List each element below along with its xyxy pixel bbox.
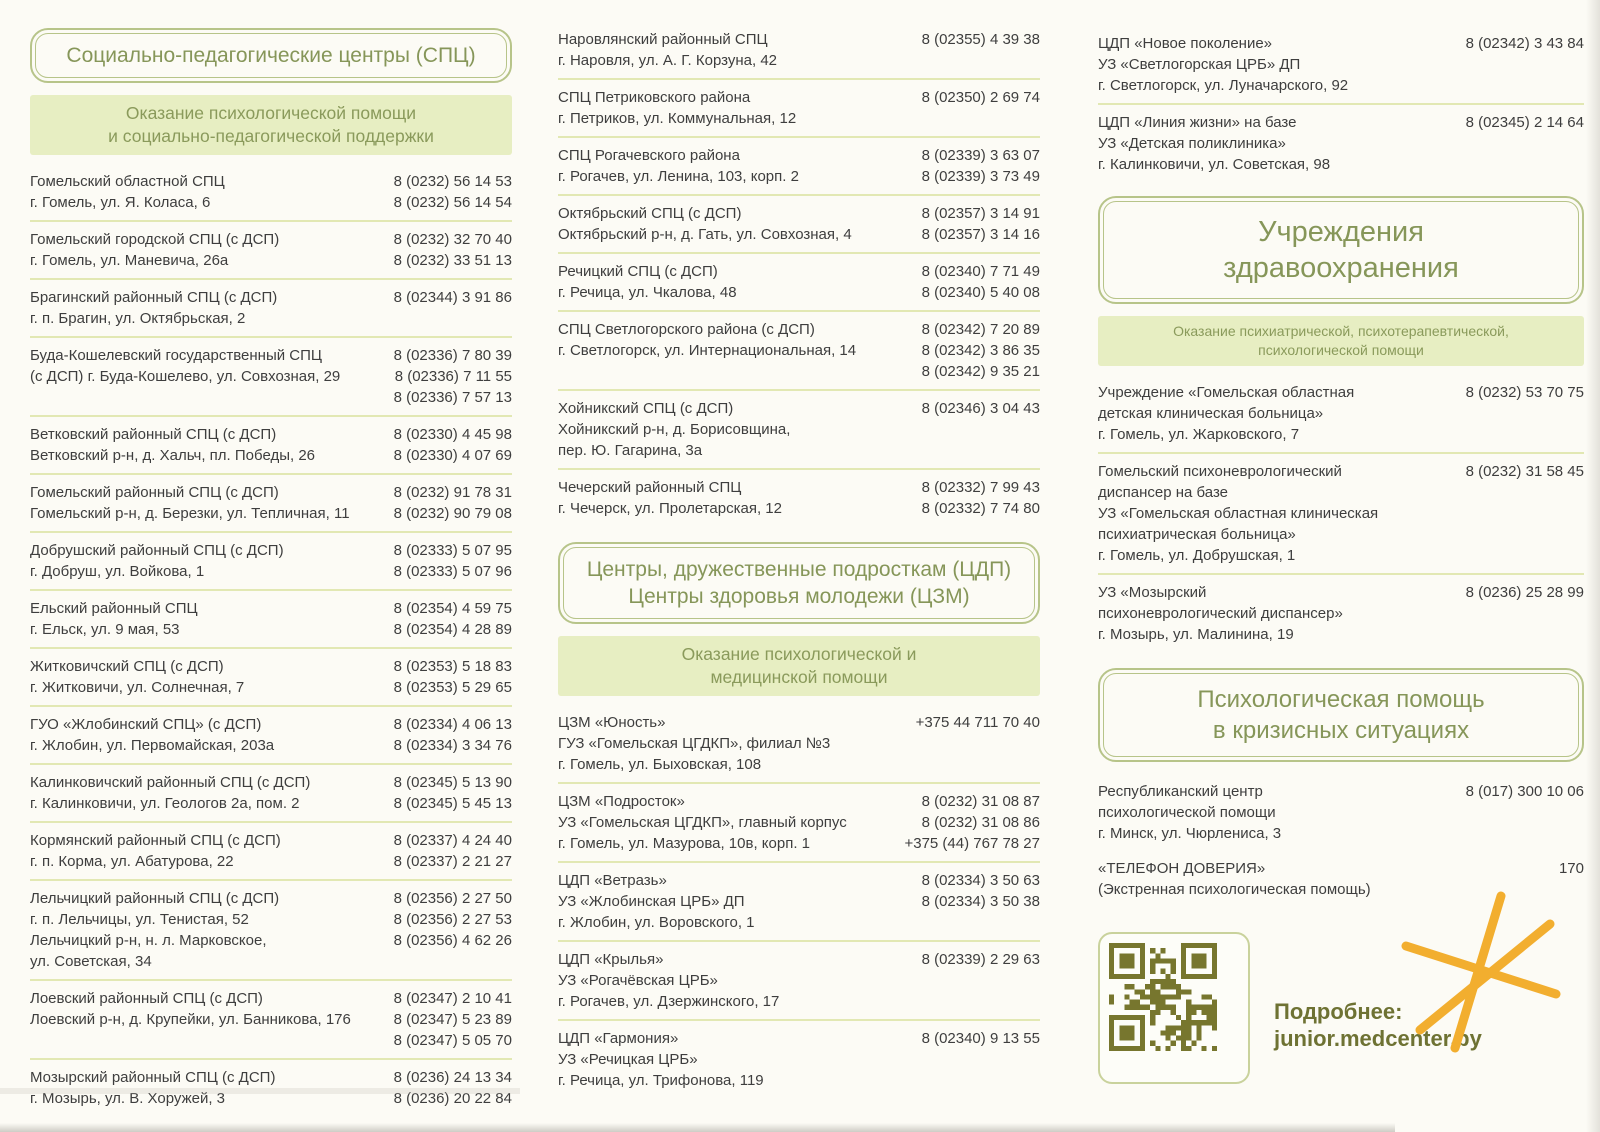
entry-name-line: г. Калинковичи, ул. Советская, 98 (1098, 156, 1331, 173)
entries-section (30, 164, 512, 1116)
entry-phones-block (922, 1028, 1040, 1091)
entry-name-line: Гомельский районный СПЦ (с ДСП) (30, 484, 279, 501)
entry-phones-block (394, 229, 512, 271)
entry-name-line: г. Гомель, ул. Быховская, 108 (558, 756, 762, 773)
scan-shadow-bottom (0, 1123, 1395, 1132)
phone-number: 8 (02354) 4 28 89 (393, 621, 512, 638)
phone-number: 8 (02339) 3 73 49 (921, 168, 1040, 185)
phone-number: 8 (02340) 7 71 49 (921, 263, 1040, 280)
entry-name-block (30, 656, 244, 698)
entry-phones-block (922, 29, 1040, 71)
entry-name-block (30, 888, 279, 972)
entry-name-line: г. Гомель, ул. Добрушская, 1 (1098, 547, 1296, 564)
directory-entry (1098, 454, 1584, 575)
phone-number: 8 (02355) 4 39 38 (921, 31, 1040, 48)
entry-name-line: Хойникский р-н, д. Борисовщина, (558, 421, 791, 438)
entry-name-line: пер. Ю. Гагарина, 3а (558, 442, 703, 459)
phone-number: 8 (0232) 53 70 75 (1465, 384, 1584, 401)
entry-phones-block (394, 830, 512, 872)
phone-number: 8 (02339) 3 63 07 (921, 147, 1040, 164)
section-title-line: Социально-педагогические центры (СПЦ) (66, 44, 476, 67)
section-title-inner (35, 33, 507, 78)
entry-name-block (558, 712, 830, 775)
phone-number: 8 (02330) 4 07 69 (393, 447, 512, 464)
phone-number: 8 (02342) 3 43 84 (1465, 35, 1584, 52)
directory-entry (558, 391, 1040, 470)
entry-name-block (558, 145, 799, 187)
entry-phones-block (1466, 33, 1584, 96)
entry-phones-block (904, 791, 1040, 854)
entries-section (1098, 375, 1584, 652)
section-title-inner (563, 547, 1035, 619)
entry-name-block (30, 287, 277, 329)
phone-number: 8 (02334) 3 50 38 (921, 893, 1040, 910)
entry-name-line: Октябрьский р-н, д. Гать, ул. Совхозная, 4 (558, 226, 852, 243)
entry-name-line: ЦДП «Гармония» (558, 1030, 679, 1047)
phone-number: 8 (02337) 4 24 40 (393, 832, 512, 849)
entry-phones-block (922, 319, 1040, 382)
section-title-box (30, 28, 512, 83)
entry-name-block (558, 319, 856, 382)
entry-name-block (1098, 582, 1343, 645)
entry-name-line: Хойникский СПЦ (с ДСП) (558, 400, 734, 417)
phone-number: 8 (02356) 4 62 26 (393, 932, 512, 949)
phone-number: 8 (02357) 3 14 16 (921, 226, 1040, 243)
directory-entry (558, 784, 1040, 863)
phone-number: 8 (02330) 4 45 98 (393, 426, 512, 443)
phone-number: 8 (0236) 25 28 99 (1465, 584, 1584, 601)
subtitle-band (558, 636, 1040, 696)
entry-name-line: СПЦ Светлогорского района (с ДСП) (558, 321, 815, 338)
phone-number: 8 (02333) 5 07 95 (393, 542, 512, 559)
directory-entry (1098, 774, 1584, 851)
entry-name-line: Наровлянский районный СПЦ (558, 31, 768, 48)
directory-entry (558, 312, 1040, 391)
phone-number: 8 (0232) 31 08 87 (921, 793, 1040, 810)
entry-name-line: ЦДП «Новое поколение» (1098, 35, 1273, 52)
entry-phones-block (922, 145, 1040, 187)
entry-name-line: г. Наровля, ул. А. Г. Корзуна, 42 (558, 52, 778, 69)
entry-name-line: Калинковичский районный СПЦ (с ДСП) (30, 774, 311, 791)
entry-name-block (30, 482, 350, 524)
entry-name-block (1098, 858, 1371, 900)
phone-number: +375 (44) 767 78 27 (904, 835, 1040, 852)
phone-number: 8 (02336) 7 57 13 (393, 389, 512, 406)
entries-section (1098, 26, 1584, 182)
phone-number: 8 (02334) 4 06 13 (393, 716, 512, 733)
entry-name-block (1098, 112, 1330, 175)
directory-entry (558, 942, 1040, 1021)
entry-name-line: г. Жлобин, ул. Воровского, 1 (558, 914, 755, 931)
entry-name-line: ЦДП «Ветразь» (558, 872, 667, 889)
entry-name-line: Гомельский городской СПЦ (с ДСП) (30, 231, 280, 248)
entry-phones-block (394, 482, 512, 524)
entry-name-block (558, 477, 782, 519)
phone-number: 8 (02332) 7 99 43 (921, 479, 1040, 496)
phone-number: 8 (02347) 2 10 41 (393, 990, 512, 1007)
subtitle-line: медицинской помощи (710, 667, 888, 687)
entry-name-block (30, 714, 274, 756)
section-title-line: Центры здоровья молодежи (ЦЗМ) (628, 585, 970, 608)
entry-name-line: г. Гомель, ул. Я. Коласа, 6 (30, 194, 211, 211)
entry-name-line: г. Жлобин, ул. Первомайская, 203а (30, 737, 275, 754)
entry-name-block (30, 229, 279, 271)
section-title-line: здравоохранения (1223, 252, 1459, 284)
phone-number: 8 (02345) 5 45 13 (393, 795, 512, 812)
entry-name-line: (с ДСП) г. Буда-Кошелево, ул. Совхозная, 29 (30, 368, 341, 385)
phone-number: 8 (0232) 32 70 40 (393, 231, 512, 248)
entry-name-line: Октябрьский СПЦ (с ДСП) (558, 205, 742, 222)
phone-number: 8 (0232) 33 51 13 (393, 252, 512, 269)
entry-phones-block (394, 656, 512, 698)
section-title-inner (1103, 201, 1579, 299)
entry-name-block (558, 1028, 764, 1091)
scan-smudge (0, 1088, 520, 1094)
entry-name-line: Ветковский районный СПЦ (с ДСП) (30, 426, 277, 443)
entry-name-line: ЦДП «Линия жизни» на базе (1098, 114, 1297, 131)
phone-number: 8 (02342) 9 35 21 (921, 363, 1040, 380)
section-title-inner (1103, 673, 1579, 757)
phone-number: 8 (02334) 3 50 63 (921, 872, 1040, 889)
entry-name-line: УЗ «Мозырский (1098, 584, 1207, 601)
directory-entry (30, 222, 512, 280)
entry-name-line: г. Гомель, ул. Жарковского, 7 (1098, 426, 1300, 443)
phone-number: 8 (02342) 3 86 35 (921, 342, 1040, 359)
entry-name-line: Брагинский районный СПЦ (с ДСП) (30, 289, 278, 306)
phone-number: 8 (02353) 5 18 83 (393, 658, 512, 675)
entry-name-block (30, 830, 281, 872)
entry-name-block (30, 424, 315, 466)
entry-name-line: г. Добруш, ул. Войкова, 1 (30, 563, 205, 580)
entry-name-block (30, 598, 198, 640)
entry-name-line: г. Гомель, ул. Маневича, 26а (30, 252, 229, 269)
entry-name-block (1098, 382, 1354, 445)
entry-name-line: психиатрическая больница» (1098, 526, 1296, 543)
subtitle-line: и социально-педагогической поддержки (108, 126, 434, 146)
entry-name-line: Житковичский СПЦ (с ДСП) (30, 658, 224, 675)
directory-entry (30, 591, 512, 649)
entry-name-line: ЦЗМ «Подросток» (558, 793, 685, 810)
directory-entry (30, 707, 512, 765)
directory-entry (30, 881, 512, 981)
phone-number: 8 (02344) 3 91 86 (393, 289, 512, 306)
entry-name-line: Чечерский районный СПЦ (558, 479, 742, 496)
directory-entry (1098, 105, 1584, 182)
entry-name-line: г. Калинковичи, ул. Геологов 2а, пом. 2 (30, 795, 300, 812)
entry-name-line: ГУО «Жлобинский СПЦ» (с ДСП) (30, 716, 262, 733)
entry-phones-block (394, 424, 512, 466)
entry-name-block (1098, 33, 1348, 96)
directory-entry (558, 254, 1040, 312)
phone-number: 8 (0236) 24 13 34 (393, 1069, 512, 1086)
entry-name-line: Буда-Кошелевский государственный СПЦ (30, 347, 322, 364)
directory-entry (30, 765, 512, 823)
entry-name-line: УЗ «Речицкая ЦРБ» (558, 1051, 698, 1068)
phone-number: 8 (02340) 9 13 55 (921, 1030, 1040, 1047)
directory-entry (558, 138, 1040, 196)
phone-number: 8 (02337) 2 21 27 (393, 853, 512, 870)
subtitle-band (1098, 316, 1584, 366)
phone-number: 8 (02345) 2 14 64 (1465, 114, 1584, 131)
directory-entry (558, 863, 1040, 942)
section-title-line: Центры, дружественные подросткам (ЦДП) (586, 558, 1012, 581)
entry-name-line: Добрушский районный СПЦ (с ДСП) (30, 542, 284, 559)
entry-name-line: Речицкий СПЦ (с ДСП) (558, 263, 718, 280)
entry-name-line: Ельский районный СПЦ (30, 600, 198, 617)
entry-name-line: Республиканский центр (1098, 783, 1263, 800)
entry-name-line: Лельчицкий р-н, н. л. Марковское, (30, 932, 267, 949)
entry-name-line: г. п. Корма, ул. Абатурова, 22 (30, 853, 234, 870)
entry-name-block (30, 772, 310, 814)
entry-name-line: УЗ «Рогачёвская ЦРБ» (558, 972, 718, 989)
directory-entry (30, 164, 512, 222)
entry-name-line: диспансер на базе (1098, 484, 1228, 501)
entry-name-line: Мозырский районный СПЦ (с ДСП) (30, 1069, 276, 1086)
entry-name-block (1098, 461, 1378, 566)
directory-entry (30, 533, 512, 591)
entry-name-line: УЗ «Светлогорская ЦРБ» ДП (1098, 56, 1301, 73)
entry-name-line: г. п. Лельчицы, ул. Тенистая, 52 (30, 911, 249, 928)
phone-number: 8 (02332) 7 74 80 (921, 500, 1040, 517)
section-title-line: Учреждения (1258, 216, 1424, 248)
phone-number: 8 (02356) 2 27 53 (393, 911, 512, 928)
phone-number: 8 (0232) 31 58 45 (1465, 463, 1584, 480)
entry-phones-block (394, 345, 512, 408)
entry-name-line: г. Светлогорск, ул. Луначарского, 92 (1098, 77, 1349, 94)
phone-number: 8 (02346) 3 04 43 (921, 400, 1040, 417)
entry-phones-block (922, 203, 1040, 245)
entry-phones-block (922, 261, 1040, 303)
entries-section (558, 22, 1040, 526)
directory-entry (558, 705, 1040, 784)
entry-phones-block (1466, 582, 1584, 645)
entry-name-block (558, 261, 737, 303)
entry-name-line: г. Петриков, ул. Коммунальная, 12 (558, 110, 797, 127)
entry-phones-block (394, 598, 512, 640)
phone-number: 8 (0236) 20 22 84 (393, 1090, 512, 1107)
phone-number: 8 (02339) 2 29 63 (921, 951, 1040, 968)
entry-phones-block (394, 988, 512, 1051)
entry-name-line: г. Ельск, ул. 9 мая, 53 (30, 621, 180, 638)
entry-name-line: г. Речица, ул. Трифонова, 119 (558, 1072, 764, 1089)
directory-entry (30, 981, 512, 1060)
phone-number: 8 (02347) 5 05 70 (393, 1032, 512, 1049)
section-title-line: в кризисных ситуациях (1212, 717, 1470, 744)
scan-shadow-right (1586, 0, 1600, 1132)
entry-name-line: ул. Советская, 34 (30, 953, 152, 970)
entry-name-block (30, 171, 225, 213)
entry-name-block (558, 791, 847, 854)
phone-number: 8 (02347) 5 23 89 (393, 1011, 512, 1028)
entry-name-line: г. Житковичи, ул. Солнечная, 7 (30, 679, 245, 696)
subtitle-line: Оказание психологической помощи (125, 103, 417, 123)
entry-name-line: Лельчицкий районный СПЦ (с ДСП) (30, 890, 280, 907)
phone-number: 8 (02342) 7 20 89 (921, 321, 1040, 338)
entry-phones-block (1466, 382, 1584, 445)
phone-number: 8 (0232) 90 79 08 (393, 505, 512, 522)
subtitle-line: психологической помощи (1258, 342, 1424, 358)
more-info-label: Подробнее: (1274, 999, 1403, 1024)
directory-entry (1098, 26, 1584, 105)
subtitle-band (30, 95, 512, 155)
directory-entry (558, 80, 1040, 138)
entry-name-line: ЦЗМ «Юность» (558, 714, 666, 731)
phone-number: 170 (1558, 860, 1584, 877)
phone-number: 8 (0232) 91 78 31 (393, 484, 512, 501)
directory-entry (1098, 375, 1584, 454)
entry-name-line: г. Чечерск, ул. Пролетарская, 12 (558, 500, 782, 517)
phone-number: 8 (0232) 31 08 86 (921, 814, 1040, 831)
entry-phones-block (394, 888, 512, 972)
entry-phones-block (922, 870, 1040, 933)
entry-name-line: УЗ «Детская поликлиника» (1098, 135, 1286, 152)
entry-name-line: Гомельский р-н, д. Березки, ул. Тепличная, 11 (30, 505, 350, 522)
entry-name-line: детская клиническая больница» (1098, 405, 1324, 422)
phone-number: 8 (02353) 5 29 65 (393, 679, 512, 696)
entry-name-line: УЗ «Гомельская областная клиническая (1098, 505, 1379, 522)
section-title-box (1098, 196, 1584, 304)
more-info-url: junior.medcenter.by (1274, 1026, 1482, 1051)
entry-phones-block (1466, 461, 1584, 566)
entry-name-line: г. Мозырь, ул. В. Хоружей, 3 (30, 1090, 226, 1107)
directory-entry (558, 1021, 1040, 1098)
entry-phones-block (394, 171, 512, 213)
entry-phones-block (916, 712, 1040, 775)
entry-phones-block (394, 772, 512, 814)
entry-name-block (558, 203, 852, 245)
entry-name-line: г. Минск, ул. Чюрлениса, 3 (1098, 825, 1282, 842)
entry-name-block (30, 345, 340, 408)
directory-entry (30, 823, 512, 881)
entry-phones-block (394, 714, 512, 756)
column-spc (30, 28, 512, 1116)
directory-entry (558, 22, 1040, 80)
entry-name-line: психоневрологический диспансер» (1098, 605, 1343, 622)
directory-entry (30, 649, 512, 707)
entry-name-line: Ветковский р-н, д. Хальч, пл. Победы, 26 (30, 447, 316, 464)
phone-number: 8 (02350) 2 69 74 (921, 89, 1040, 106)
entry-name-line: г. Светлогорск, ул. Интернациональная, 14 (558, 342, 857, 359)
entry-name-line: СПЦ Петриковского района (558, 89, 751, 106)
entry-name-line: ЦДП «Крылья» (558, 951, 664, 968)
entry-name-line: ГУЗ «Гомельская ЦГДКП», филиал №3 (558, 735, 831, 752)
phone-number: 8 (02340) 5 40 08 (921, 284, 1040, 301)
section-title-box (558, 542, 1040, 624)
directory-entry (30, 338, 512, 417)
section-title-box (1098, 668, 1584, 762)
entry-name-block (558, 398, 790, 461)
directory-entry (558, 470, 1040, 526)
entry-phones-block (922, 477, 1040, 519)
entry-phones-block (394, 540, 512, 582)
subtitle-line: Оказание психиатрической, психотерапевтической, (1173, 323, 1509, 339)
entry-name-line: Учреждение «Гомельская областная (1098, 384, 1355, 401)
qr-code (1098, 932, 1250, 1084)
entry-phones-block (394, 287, 512, 329)
entry-phones-block (1466, 112, 1584, 175)
entry-phones-block (1466, 781, 1584, 844)
entry-name-line: СПЦ Рогачевского района (558, 147, 740, 164)
section-title-line: Психологическая помощь (1197, 686, 1485, 713)
phone-number: 8 (0232) 56 14 53 (393, 173, 512, 190)
entry-name-line: Гомельский областной СПЦ (30, 173, 225, 190)
entry-name-block (558, 870, 755, 933)
footer-block (1098, 930, 1584, 1120)
entry-phones-block (922, 398, 1040, 461)
directory-entry (30, 475, 512, 533)
phone-number: 8 (02333) 5 07 96 (393, 563, 512, 580)
directory-entry (1098, 575, 1584, 652)
entry-phones-block (922, 949, 1040, 1012)
directory-entry (558, 196, 1040, 254)
entry-name-line: г. п. Брагин, ул. Октябрьская, 2 (30, 310, 246, 327)
entry-name-line: г. Рогачев, ул. Дзержинского, 17 (558, 993, 780, 1010)
entries-section (558, 705, 1040, 1098)
phone-number: 8 (02336) 7 11 55 (394, 368, 512, 385)
phone-number: 8 (02334) 3 34 76 (393, 737, 512, 754)
entry-name-line: (Экстренная психологическая помощь) (1098, 881, 1371, 898)
entry-name-line: УЗ «Жлобинская ЦРБ» ДП (558, 893, 745, 910)
entry-name-line: УЗ «Гомельская ЦГДКП», главный корпус (558, 814, 847, 831)
column-cdp-czm (558, 22, 1040, 1098)
subtitle-line: Оказание психологической и (681, 644, 917, 664)
column-health-crisis (1098, 26, 1584, 907)
entry-name-line: Гомельский психоневрологический (1098, 463, 1342, 480)
phone-number: 8 (02345) 5 13 90 (393, 774, 512, 791)
entry-name-line: г. Гомель, ул. Мазурова, 10в, корп. 1 (558, 835, 810, 852)
entry-name-block (30, 988, 351, 1051)
entry-name-block (558, 87, 796, 129)
entry-name-line: г. Речица, ул. Чкалова, 48 (558, 284, 737, 301)
phone-number: 8 (0232) 56 14 54 (393, 194, 512, 211)
phone-number: 8 (02336) 7 80 39 (393, 347, 512, 364)
entry-name-block (558, 29, 777, 71)
entry-name-line: Лоевский р-н, д. Крупейки, ул. Банникова, 176 (30, 1011, 351, 1028)
entry-name-line: Лоевский районный СПЦ (с ДСП) (30, 990, 263, 1007)
directory-entry (30, 417, 512, 475)
entry-name-line: Кормянский районный СПЦ (с ДСП) (30, 832, 281, 849)
entry-name-line: г. Рогачев, ул. Ленина, 103, корп. 2 (558, 168, 799, 185)
entry-name-block (558, 949, 779, 1012)
phone-number: +375 44 711 70 40 (915, 714, 1040, 731)
phone-number: 8 (02356) 2 27 50 (393, 890, 512, 907)
star-logo-icon (1398, 888, 1563, 1053)
entry-name-block (30, 540, 284, 582)
entry-name-line: «ТЕЛЕФОН ДОВЕРИЯ» (1098, 860, 1266, 877)
entry-name-line: психологической помощи (1098, 804, 1276, 821)
entry-phones-block (922, 87, 1040, 129)
entry-name-block (1098, 781, 1281, 844)
directory-entry (30, 280, 512, 338)
phone-number: 8 (02354) 4 59 75 (393, 600, 512, 617)
phone-number: 8 (017) 300 10 06 (1465, 783, 1584, 800)
entry-name-line: г. Мозырь, ул. Малинина, 19 (1098, 626, 1294, 643)
phone-number: 8 (02357) 3 14 91 (921, 205, 1040, 222)
